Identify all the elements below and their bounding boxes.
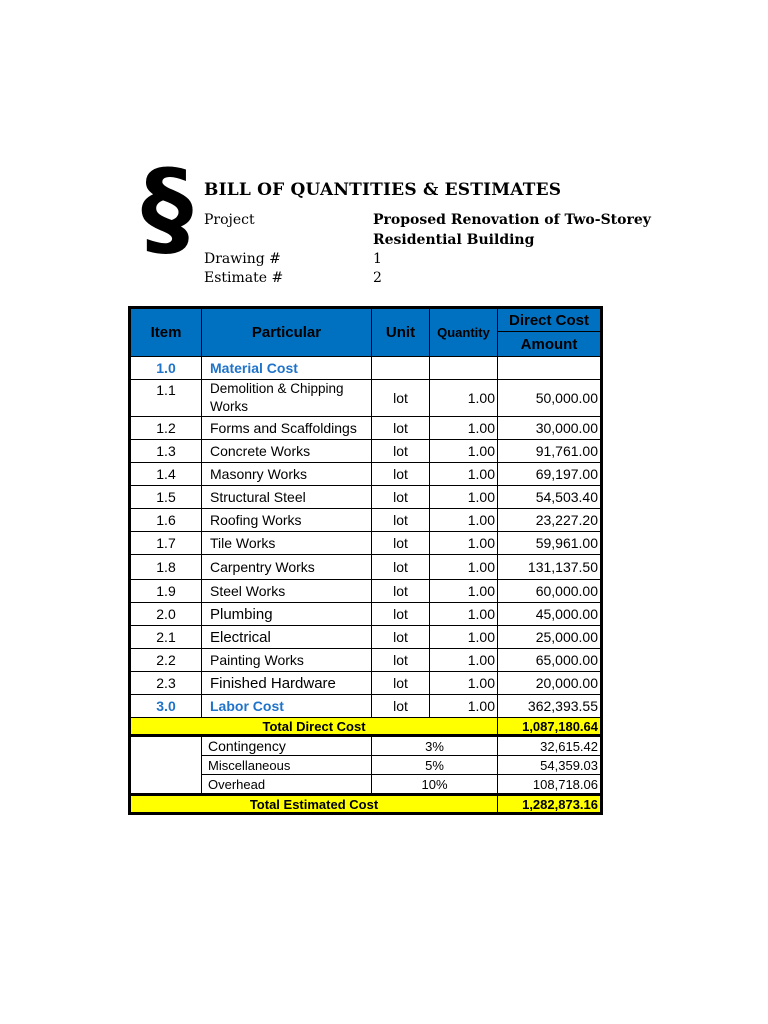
table-row: 1.6 Roofing Works lot 1.00 23,227.20 xyxy=(130,509,602,532)
table-row: 1.1 Demolition & Chipping Works lot 1.00 50,000.00 xyxy=(130,380,602,417)
header-item: Item xyxy=(130,308,202,357)
estimate-label: Estimate # xyxy=(204,270,284,286)
category-item: 1.0 xyxy=(130,357,202,380)
table-row-labor-cost: 3.0 Labor Cost lot 1.00 362,393.55 xyxy=(130,695,602,718)
table-row: 1.5 Structural Steel lot 1.00 54,503.40 xyxy=(130,486,602,509)
section-sign-logo-icon xyxy=(138,152,196,260)
table-row: 1.2 Forms and Scaffoldings lot 1.00 30,000.00 xyxy=(130,417,602,440)
header-particular: Particular xyxy=(202,308,372,357)
drawing-label: Drawing # xyxy=(204,251,281,267)
row-particular: Demolition & Chipping Works xyxy=(202,380,372,417)
table-row: 1.8 Carpentry Works lot 1.00 131,137.50 xyxy=(130,555,602,580)
table-row-material-category xyxy=(130,357,602,380)
total-estimated-cost-row xyxy=(130,795,602,814)
bill-of-quantities-table xyxy=(128,306,603,815)
header-direct-cost: Direct Cost xyxy=(498,308,602,332)
header-quantity: Quantity xyxy=(430,308,498,357)
project-value-line1: Proposed Renovation of Two-Storey xyxy=(373,212,651,228)
project-value-line2: Residential Building xyxy=(373,232,535,248)
total-estimated-cost-amount: 1,282,873.16 xyxy=(498,795,602,814)
table-row: 1.3 Concrete Works lot 1.00 91,761.00 xyxy=(130,440,602,463)
svg-text:§: § xyxy=(141,152,193,260)
table-row: 2.2 Painting Works lot 1.00 65,000.00 xyxy=(130,649,602,672)
table-row-extra: Contingency 3% 32,615.42 xyxy=(130,736,602,756)
total-direct-cost-amount: 1,087,180.64 xyxy=(498,718,602,736)
estimate-value: 2 xyxy=(373,270,382,286)
drawing-value: 1 xyxy=(373,251,382,267)
category-particular: Material Cost xyxy=(202,357,372,380)
project-label: Project xyxy=(204,212,255,228)
table-row-extra: Overhead 10% 108,718.06 xyxy=(130,775,602,795)
table-row: 2.0 Plumbing lot 1.00 45,000.00 xyxy=(130,603,602,626)
document-title: BILL OF QUANTITIES & ESTIMATES xyxy=(204,180,562,200)
total-estimated-cost-label: Total Estimated Cost xyxy=(130,795,498,814)
table-row: 1.7 Tile Works lot 1.00 59,961.00 xyxy=(130,532,602,555)
header-amount: Amount xyxy=(498,332,602,357)
total-direct-cost-label: Total Direct Cost xyxy=(130,718,498,736)
table-row: 2.1 Electrical lot 1.00 25,000.00 xyxy=(130,626,602,649)
table-row: 1.9 Steel Works lot 1.00 60,000.00 xyxy=(130,580,602,603)
table-row: 1.4 Masonry Works lot 1.00 69,197.00 xyxy=(130,463,602,486)
header-unit: Unit xyxy=(372,308,430,357)
table-row-extra: Miscellaneous 5% 54,359.03 xyxy=(130,756,602,775)
table-row: 2.3 Finished Hardware lot 1.00 20,000.00 xyxy=(130,672,602,695)
total-direct-cost-row xyxy=(130,718,602,736)
